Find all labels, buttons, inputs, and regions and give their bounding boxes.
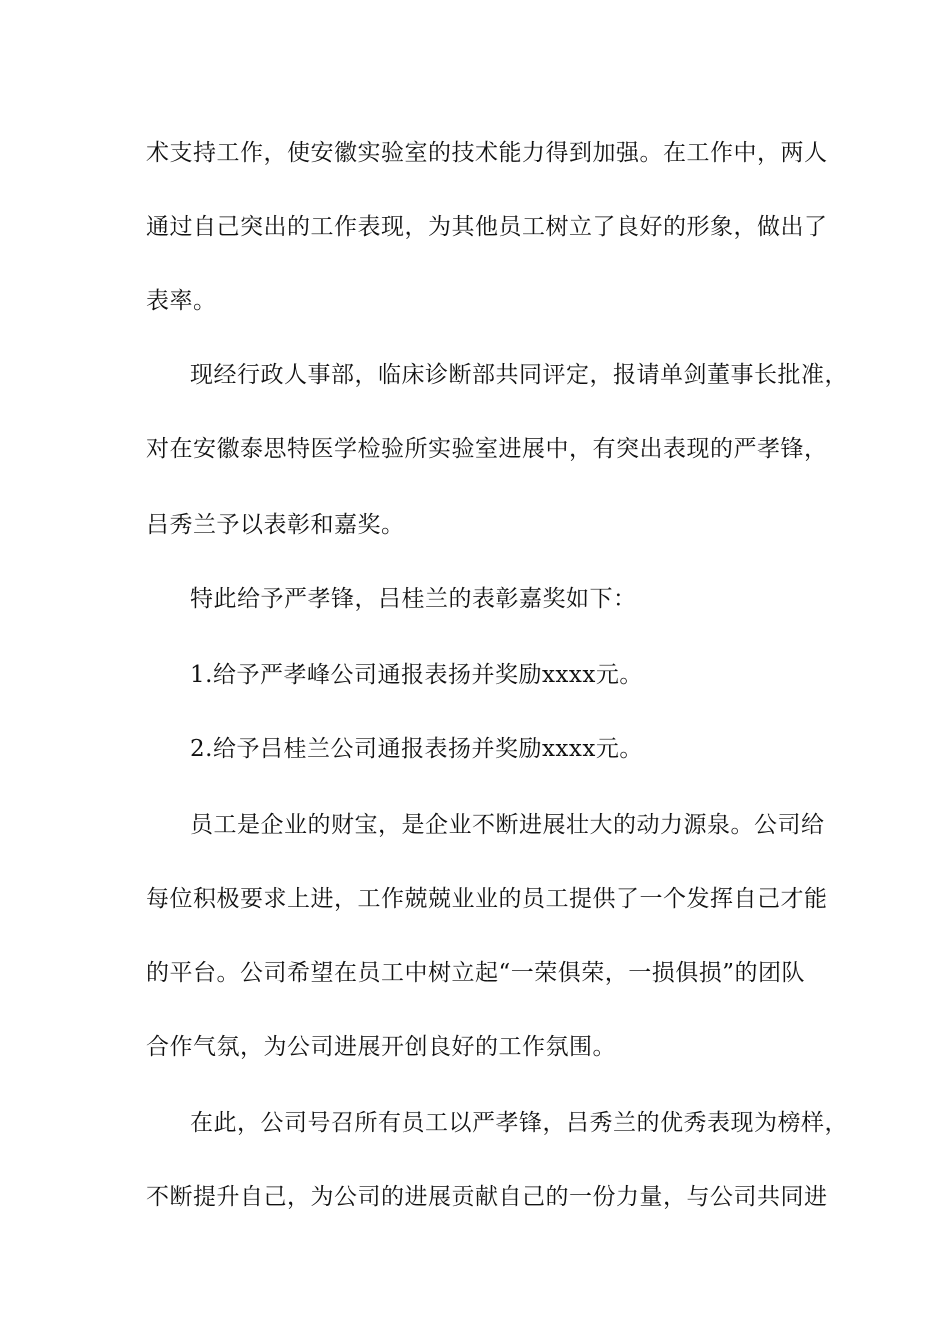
text-line: 在此，公司号召所有员工以严孝锋，吕秀兰的优秀表现为榜样， [190,1110,848,1136]
text-line: 员工是企业的财宝，是企业不断进展壮大的动力源泉。公司给 [190,812,825,838]
text-line: 每位积极要求上进，工作兢兢业业的员工提供了一个发挥自己才能 [146,886,828,912]
text-line: 表率。 [146,288,217,314]
text-line: 不断提升自己，为公司的进展贡献自己的一份力量，与公司共同进 [146,1184,828,1210]
text-line: 合作气氛，为公司进展开创良好的工作氛围。 [146,1034,616,1060]
text-line: 吕秀兰予以表彰和嘉奖。 [146,512,405,538]
text-line: 的平台。公司希望在员工中树立起“一荣俱荣，一损俱损”的团队 [146,960,806,986]
text-line: 特此给予严孝锋，吕桂兰的表彰嘉奖如下： [190,586,637,612]
text-line: 术支持工作，使安徽实验室的技术能力得到加强。在工作中，两人 [146,140,828,166]
list-item: 1.给予严孝峰公司通报表扬并奖励xxxx元。 [190,662,643,688]
text-line: 对在安徽泰思特医学检验所实验室进展中，有突出表现的严孝锋， [146,436,828,462]
list-item: 2.给予吕桂兰公司通报表扬并奖励xxxx元。 [190,736,643,762]
text-line: 通过自己突出的工作表现，为其他员工树立了良好的形象，做出了 [146,214,828,240]
text-line: 现经行政人事部，临床诊断部共同评定，报请单剑董事长批准， [190,362,848,388]
